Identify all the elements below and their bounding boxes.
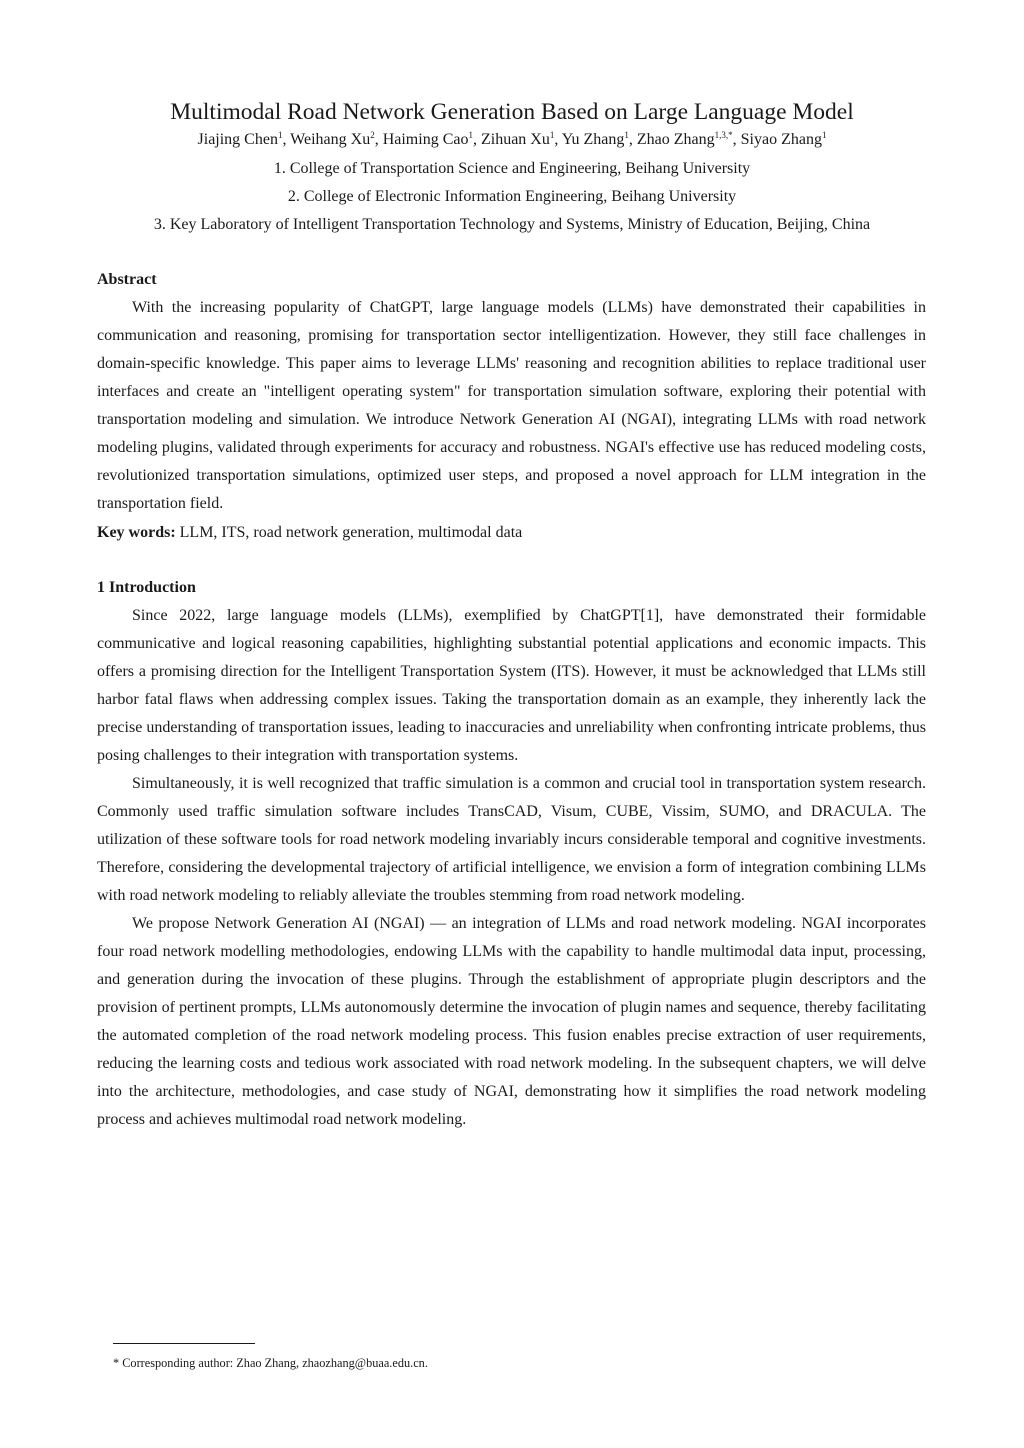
body-paragraph: Simultaneously, it is well recognized that traffic simulation is a common and crucial tool in transportation system research. Commonly used traffic simulation software includes TransCAD, Visum, CUBE, Vissim, SUMO, and DRACULA. The utilization of these software tools for road network modeling invariably incurs considerable temporal and cognitive investments. Therefore, considering the developmental trajectory of artificial intelligence, we envision a form of integration combining LLMs with road network modeling to reliably alleviate the troubles stemming from road network modeling. [97,775,926,904]
affiliation-3: 3. Key Laboratory of Intelligent Transportation Technology and Systems, Ministry of Education, Beijing, China [153,216,871,233]
author-affiliation-mark: 1 [549,130,555,140]
author-name: Zihuan Xu [480,131,550,148]
introduction-heading: 1 Introduction [97,579,196,596]
abstract-heading: Abstract [97,271,157,288]
footnote-corresponding-author: * Corresponding author: Zhao Zhang, zhaozhang@buaa.edu.cn. [113,1356,428,1370]
author-name: Weihang Xu [290,131,371,148]
affiliation-1: 1. College of Transportation Science and Engineering, Beihang University [273,160,751,177]
abstract-paragraph: With the increasing popularity of ChatGPT, large language models (LLMs) have demonstrated their capabilities in communication and reasoning, promising for transportation sector intelligentization. However, they still face challenges in domain-specific knowledge. This paper aims to leverage LLMs' reasoning and recognition abilities to replace traditional user interfaces and create an "intelligent operating system" for transportation simulation software, exploring their potential with transportation modeling and simulation. We introduce Network Generation AI (NGAI), integrating LLMs with road network modeling plugins, validated through experiments for accuracy and robustness. NGAI's effective use has reduced modeling costs, revolutionized transportation simulations, optimized user steps, and proposed a novel approach for LLM integration in the transportation field. [97,299,926,512]
author-affiliation-mark: 1 [624,130,629,140]
author-list: Jiajing Chen$^1$, Weihang Xu$^2$, Haiming Cao$^1$, Zihuan Xu$^1$, Yu Zhang$^1$, Zhao Zhang$^{1,3,*}$, Siyao Zhang$^1$ [197,130,827,148]
affiliation-2: 2. College of Electronic Information Engineering, Beihang University [287,188,737,205]
author-affiliation-mark: 2 [370,130,375,140]
abstract-body [97,294,926,518]
introduction-body [97,602,926,1134]
paper-title: Multimodal Road Network Generation Based on Large Language Model [170,99,854,125]
author-name: Zhao Zhang [636,131,715,148]
author-affiliation-mark: 1 [277,130,283,140]
footnote-divider [113,1343,255,1344]
author-affiliation-mark: 1 [468,130,473,140]
keywords-label: Key words: [97,524,176,541]
body-paragraph: We propose Network Generation AI (NGAI) — an integration of LLMs and road network modeling. NGAI incorporates four road network modelling methodologies, endowing LLMs with the capability to handle multimodal data input, processing, and generation during the invocation of these plugins. Through the establishment of appropriate plugin descriptors and the provision of pertinent prompts, LLMs autonomously determine the invocation of plugin names and sequence, thereby facilitating the automated completion of the road network modeling process. This fusion enables precise extraction of user requirements, reducing the learning costs and tedious work associated with road network modeling. In the subsequent chapters, we will delve into the architecture, methodologies, and case study of NGAI, demonstrating how it simplifies the road network modeling process and achieves multimodal road network modeling. [97,915,926,1128]
author-affiliation-mark: 1 [821,130,827,140]
author-name: Siyao Zhang [740,131,822,148]
body-paragraph: Since 2022, large language models (LLMs), exemplified by ChatGPT[1], have demonstrated their formidable communicative and logical reasoning capabilities, highlighting substantial potential applications and economic impacts. This offers a promising direction for the Intelligent Transportation System (ITS). However, it must be acknowledged that LLMs still harbor fatal flaws when addressing complex issues. Taking the transportation domain as an example, they inherently lack the precise understanding of transportation issues, leading to inaccuracies and unreliability when confronting intricate problems, thus posing challenges to their integration with transportation systems. [97,607,926,764]
author-name: Jiajing Chen [197,131,278,148]
author-name: Yu Zhang [561,131,625,148]
author-affiliation-mark: 1,3,* [714,130,733,140]
keywords-line [97,519,522,547]
keywords-text: LLM, ITS, road network generation, multimodal data [175,524,523,541]
author-name: Haiming Cao [382,131,469,148]
